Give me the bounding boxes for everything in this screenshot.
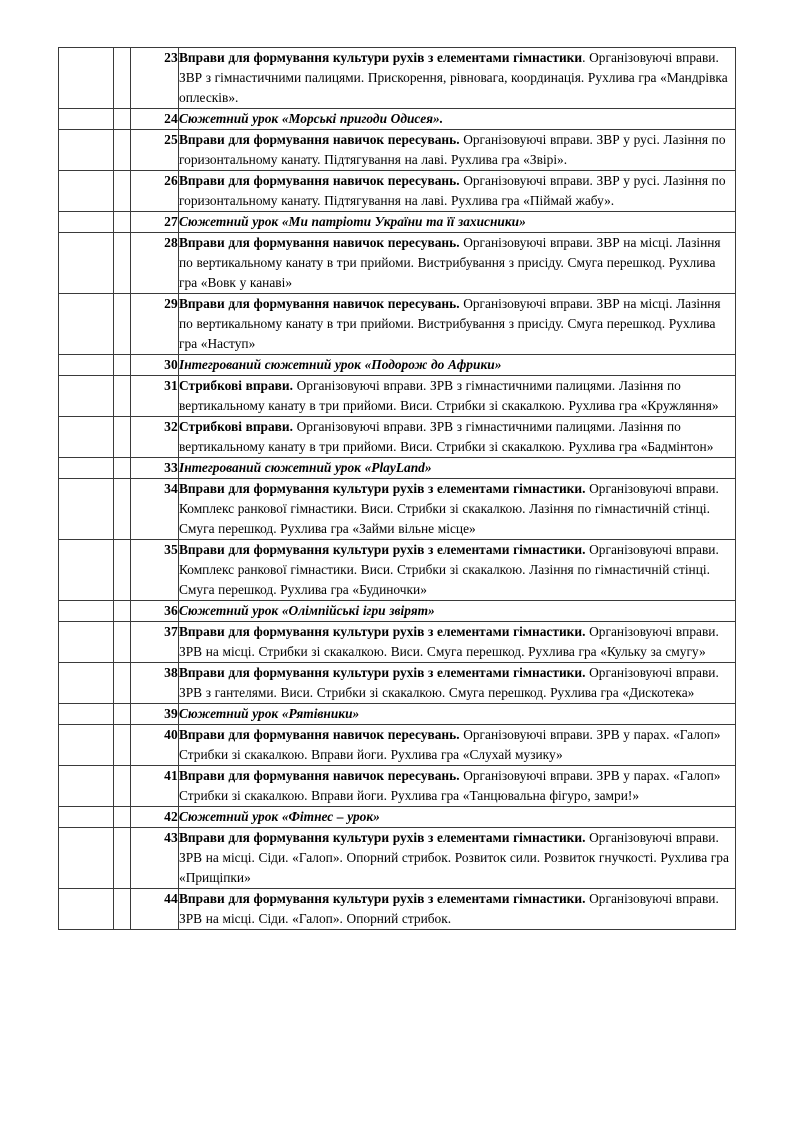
row-blank-cell-wide [59,601,114,622]
lesson-number-cell: 43 [131,828,179,889]
row-blank-cell-narrow [114,355,131,376]
lesson-number-cell: 31 [131,376,179,417]
lesson-title-text: Стрибкові вправи. [179,419,293,434]
lesson-title-text: Вправи для формування культури рухів з елементами гімнастики [179,50,583,65]
lesson-topic-text: Сюжетний урок «Олімпійські ігри звірят» [179,603,435,618]
row-blank-cell-wide [59,294,114,355]
table-row [59,540,736,601]
table-row [59,807,736,828]
lesson-description-text: Організовуючі вправи. ЗРВ з гімнастичними палицями. Лазіння по вертикальному канату в три прийоми. Виси. Стрибки зі скакалкою. Рухлива гра «Бадмінтон» [179,419,714,454]
lesson-number-cell: 30 [131,355,179,376]
lesson-description-text: Організовуючі вправи. ЗРВ з гімнастичними палицями. Лазіння по вертикальному канату в три прийоми. Виси. Стрибки зі скакалкою. Рухлива гра «Кружляння» [179,378,719,413]
lesson-description-text: Організовуючі вправи. ЗРВ з гантелями. Виси. Стрибки зі скакалкою. Смуга перешкод. Рухлива гра «Дискотека» [179,665,719,700]
row-blank-cell-wide [59,622,114,663]
lesson-content-cell [179,109,736,130]
row-blank-cell-wide [59,540,114,601]
row-blank-cell-wide [59,479,114,540]
row-blank-cell-wide [59,704,114,725]
row-blank-cell-narrow [114,212,131,233]
lesson-number-cell: 33 [131,458,179,479]
lesson-number-cell: 25 [131,130,179,171]
row-blank-cell-narrow [114,540,131,601]
lesson-description-text: Організовуючі вправи. ЗРВ на місці. Стрибки зі скакалкою. Виси. Смуга перешкод. Рухлива гра «Кульку за смугу» [179,624,719,659]
row-blank-cell-narrow [114,417,131,458]
table-row [59,417,736,458]
lesson-description-text: Організовуючі вправи. ЗРВ у парах. «Галоп» Стрибки зі скакалкою. Вправи йоги. Рухлива гра «Танцювальна фігуро, замри!» [179,768,721,803]
lesson-number-cell: 29 [131,294,179,355]
lesson-number-cell: 27 [131,212,179,233]
row-blank-cell-wide [59,807,114,828]
lesson-content-cell [179,725,736,766]
lesson-content-cell [179,807,736,828]
lesson-topic-text: Сюжетний урок «Морські пригоди Одисея». [179,111,444,126]
lesson-content-cell [179,479,736,540]
table-row [59,294,736,355]
table-row [59,130,736,171]
row-blank-cell-wide [59,109,114,130]
row-blank-cell-wide [59,828,114,889]
lesson-description-text: Організовуючі вправи. ЗРВ на місці. Сіди. «Галоп». Опорний стрибок. [179,891,719,926]
lesson-topic-text: Сюжетний урок «Фітнес – урок» [179,809,380,824]
row-blank-cell-wide [59,171,114,212]
lesson-number-cell: 28 [131,233,179,294]
lesson-content-cell [179,294,736,355]
lesson-content-cell [179,355,736,376]
lesson-topic-text: Інтегрований сюжетний урок «PlayLand» [179,460,432,475]
table-row [59,212,736,233]
lesson-description-text: Організовуючі вправи. ЗВР на місці. Лазіння по вертикальному канату в три прийоми. Вистрибування з присіду. Смуга перешкод. Рухлива гра «Вовк у канаві» [179,235,721,290]
row-blank-cell-narrow [114,622,131,663]
lesson-content-cell [179,663,736,704]
row-blank-cell-wide [59,889,114,930]
lesson-content-cell [179,171,736,212]
lesson-description-text: Організовуючі вправи. ЗРВ на місці. Сіди. «Галоп». Опорний стрибок. Розвиток сили. Розвиток гнучкості. Рухлива гра «Прищіпки» [179,830,729,885]
lesson-title-text: Вправи для формування навичок пересувань. [179,768,460,783]
row-blank-cell-wide [59,233,114,294]
lesson-number-cell: 40 [131,725,179,766]
lesson-number-cell: 42 [131,807,179,828]
lesson-number-cell: 44 [131,889,179,930]
row-blank-cell-narrow [114,48,131,109]
table-row [59,109,736,130]
row-blank-cell-narrow [114,109,131,130]
lesson-number-cell: 39 [131,704,179,725]
lesson-title-text: Вправи для формування культури рухів з елементами гімнастики. [179,481,586,496]
lesson-title-text: Вправи для формування навичок пересувань. [179,296,460,311]
row-blank-cell-narrow [114,889,131,930]
row-blank-cell-narrow [114,233,131,294]
lesson-number-cell: 26 [131,171,179,212]
lesson-title-text: Вправи для формування навичок пересувань. [179,173,460,188]
row-blank-cell-wide [59,376,114,417]
row-blank-cell-wide [59,130,114,171]
lesson-content-cell [179,704,736,725]
table-row [59,766,736,807]
row-blank-cell-wide [59,663,114,704]
lesson-content-cell [179,130,736,171]
lesson-number-cell: 32 [131,417,179,458]
lesson-title-text: Стрибкові вправи. [179,378,293,393]
lesson-description-text: Організовуючі вправи. Комплекс ранкової гімнастики. Виси. Стрибки зі скакалкою. Лазіння по гімнастичній стінці. Смуга перешкод. Рухлива гра «Займи вільне місце» [179,481,719,536]
row-blank-cell-narrow [114,294,131,355]
lesson-content-cell [179,622,736,663]
row-blank-cell-wide [59,355,114,376]
lesson-content-cell [179,376,736,417]
row-blank-cell-narrow [114,828,131,889]
lesson-topic-text: Інтегрований сюжетний урок «Подорож до Африки» [179,357,502,372]
lesson-content-cell [179,828,736,889]
table-row [59,376,736,417]
row-blank-cell-narrow [114,725,131,766]
table-row [59,355,736,376]
lesson-plan-table-body [59,48,736,930]
lesson-content-cell [179,458,736,479]
lesson-number-cell: 41 [131,766,179,807]
lesson-content-cell [179,766,736,807]
lesson-content-cell [179,48,736,109]
lesson-title-text: Вправи для формування культури рухів з елементами гімнастики. [179,542,586,557]
lesson-content-cell [179,417,736,458]
row-blank-cell-narrow [114,376,131,417]
table-row [59,479,736,540]
lesson-description-text: Організовуючі вправи. ЗРВ у парах. «Галоп» Стрибки зі скакалкою. Вправи йоги. Рухлива гра «Слухай музику» [179,727,721,762]
lesson-number-cell: 38 [131,663,179,704]
lesson-title-text: Вправи для формування культури рухів з елементами гімнастики. [179,665,586,680]
row-blank-cell-wide [59,48,114,109]
table-row [59,171,736,212]
table-row [59,663,736,704]
lesson-title-text: Вправи для формування навичок пересувань. [179,235,460,250]
row-blank-cell-wide [59,212,114,233]
lesson-number-cell: 23 [131,48,179,109]
row-blank-cell-narrow [114,704,131,725]
lesson-content-cell [179,601,736,622]
row-blank-cell-narrow [114,130,131,171]
row-blank-cell-wide [59,417,114,458]
table-row [59,828,736,889]
lesson-plan-table [58,47,736,930]
lesson-topic-text: Сюжетний урок «Рятівники» [179,706,360,721]
table-row [59,233,736,294]
lesson-number-cell: 34 [131,479,179,540]
table-row [59,889,736,930]
row-blank-cell-narrow [114,171,131,212]
lesson-description-text: Організовуючі вправи. ЗВР у русі. Лазіння по горизонтальному канату. Підтягування на лаві. Рухлива гра «Піймай жабу». [179,173,726,208]
row-blank-cell-narrow [114,479,131,540]
table-row [59,704,736,725]
table-row [59,725,736,766]
row-blank-cell-wide [59,725,114,766]
lesson-title-text: Вправи для формування культури рухів з елементами гімнастики. [179,891,586,906]
lesson-description-text: Організовуючі вправи. ЗВР на місці. Лазіння по вертикальному канату в три прийоми. Вистрибування з присіду. Смуга перешкод. Рухлива гра «Наступ» [179,296,721,351]
lesson-title-text: Вправи для формування навичок пересувань. [179,132,460,147]
lesson-number-cell: 36 [131,601,179,622]
lesson-number-cell: 37 [131,622,179,663]
row-blank-cell-narrow [114,807,131,828]
row-blank-cell-narrow [114,601,131,622]
lesson-content-cell [179,233,736,294]
row-blank-cell-narrow [114,663,131,704]
row-blank-cell-narrow [114,766,131,807]
lesson-title-text: Вправи для формування культури рухів з елементами гімнастики. [179,830,586,845]
lesson-content-cell [179,540,736,601]
lesson-number-cell: 24 [131,109,179,130]
row-blank-cell-wide [59,458,114,479]
table-row [59,458,736,479]
lesson-title-text: Вправи для формування навичок пересувань. [179,727,460,742]
row-blank-cell-wide [59,766,114,807]
table-row [59,622,736,663]
lesson-topic-text: Сюжетний урок «Ми патріоти України та її захисники» [179,214,526,229]
lesson-description-text: Організовуючі вправи. Комплекс ранкової гімнастики. Виси. Стрибки зі скакалкою. Лазіння по гімнастичній стінці. Смуга перешкод. Рухлива гра «Будиночки» [179,542,719,597]
lesson-title-text: Вправи для формування культури рухів з елементами гімнастики. [179,624,586,639]
row-blank-cell-narrow [114,458,131,479]
lesson-content-cell [179,889,736,930]
lesson-description-text: Організовуючі вправи. ЗВР у русі. Лазіння по горизонтальному канату. Підтягування на лаві. Рухлива гра «Звірі». [179,132,726,167]
lesson-content-cell [179,212,736,233]
lesson-number-cell: 35 [131,540,179,601]
table-row [59,48,736,109]
lesson-description-text: . Організовуючі вправи. ЗВР з гімнастичними палицями. Прискорення, рівновага, координація. Рухлива гра «Мандрівка оплесків». [179,50,728,105]
table-row [59,601,736,622]
